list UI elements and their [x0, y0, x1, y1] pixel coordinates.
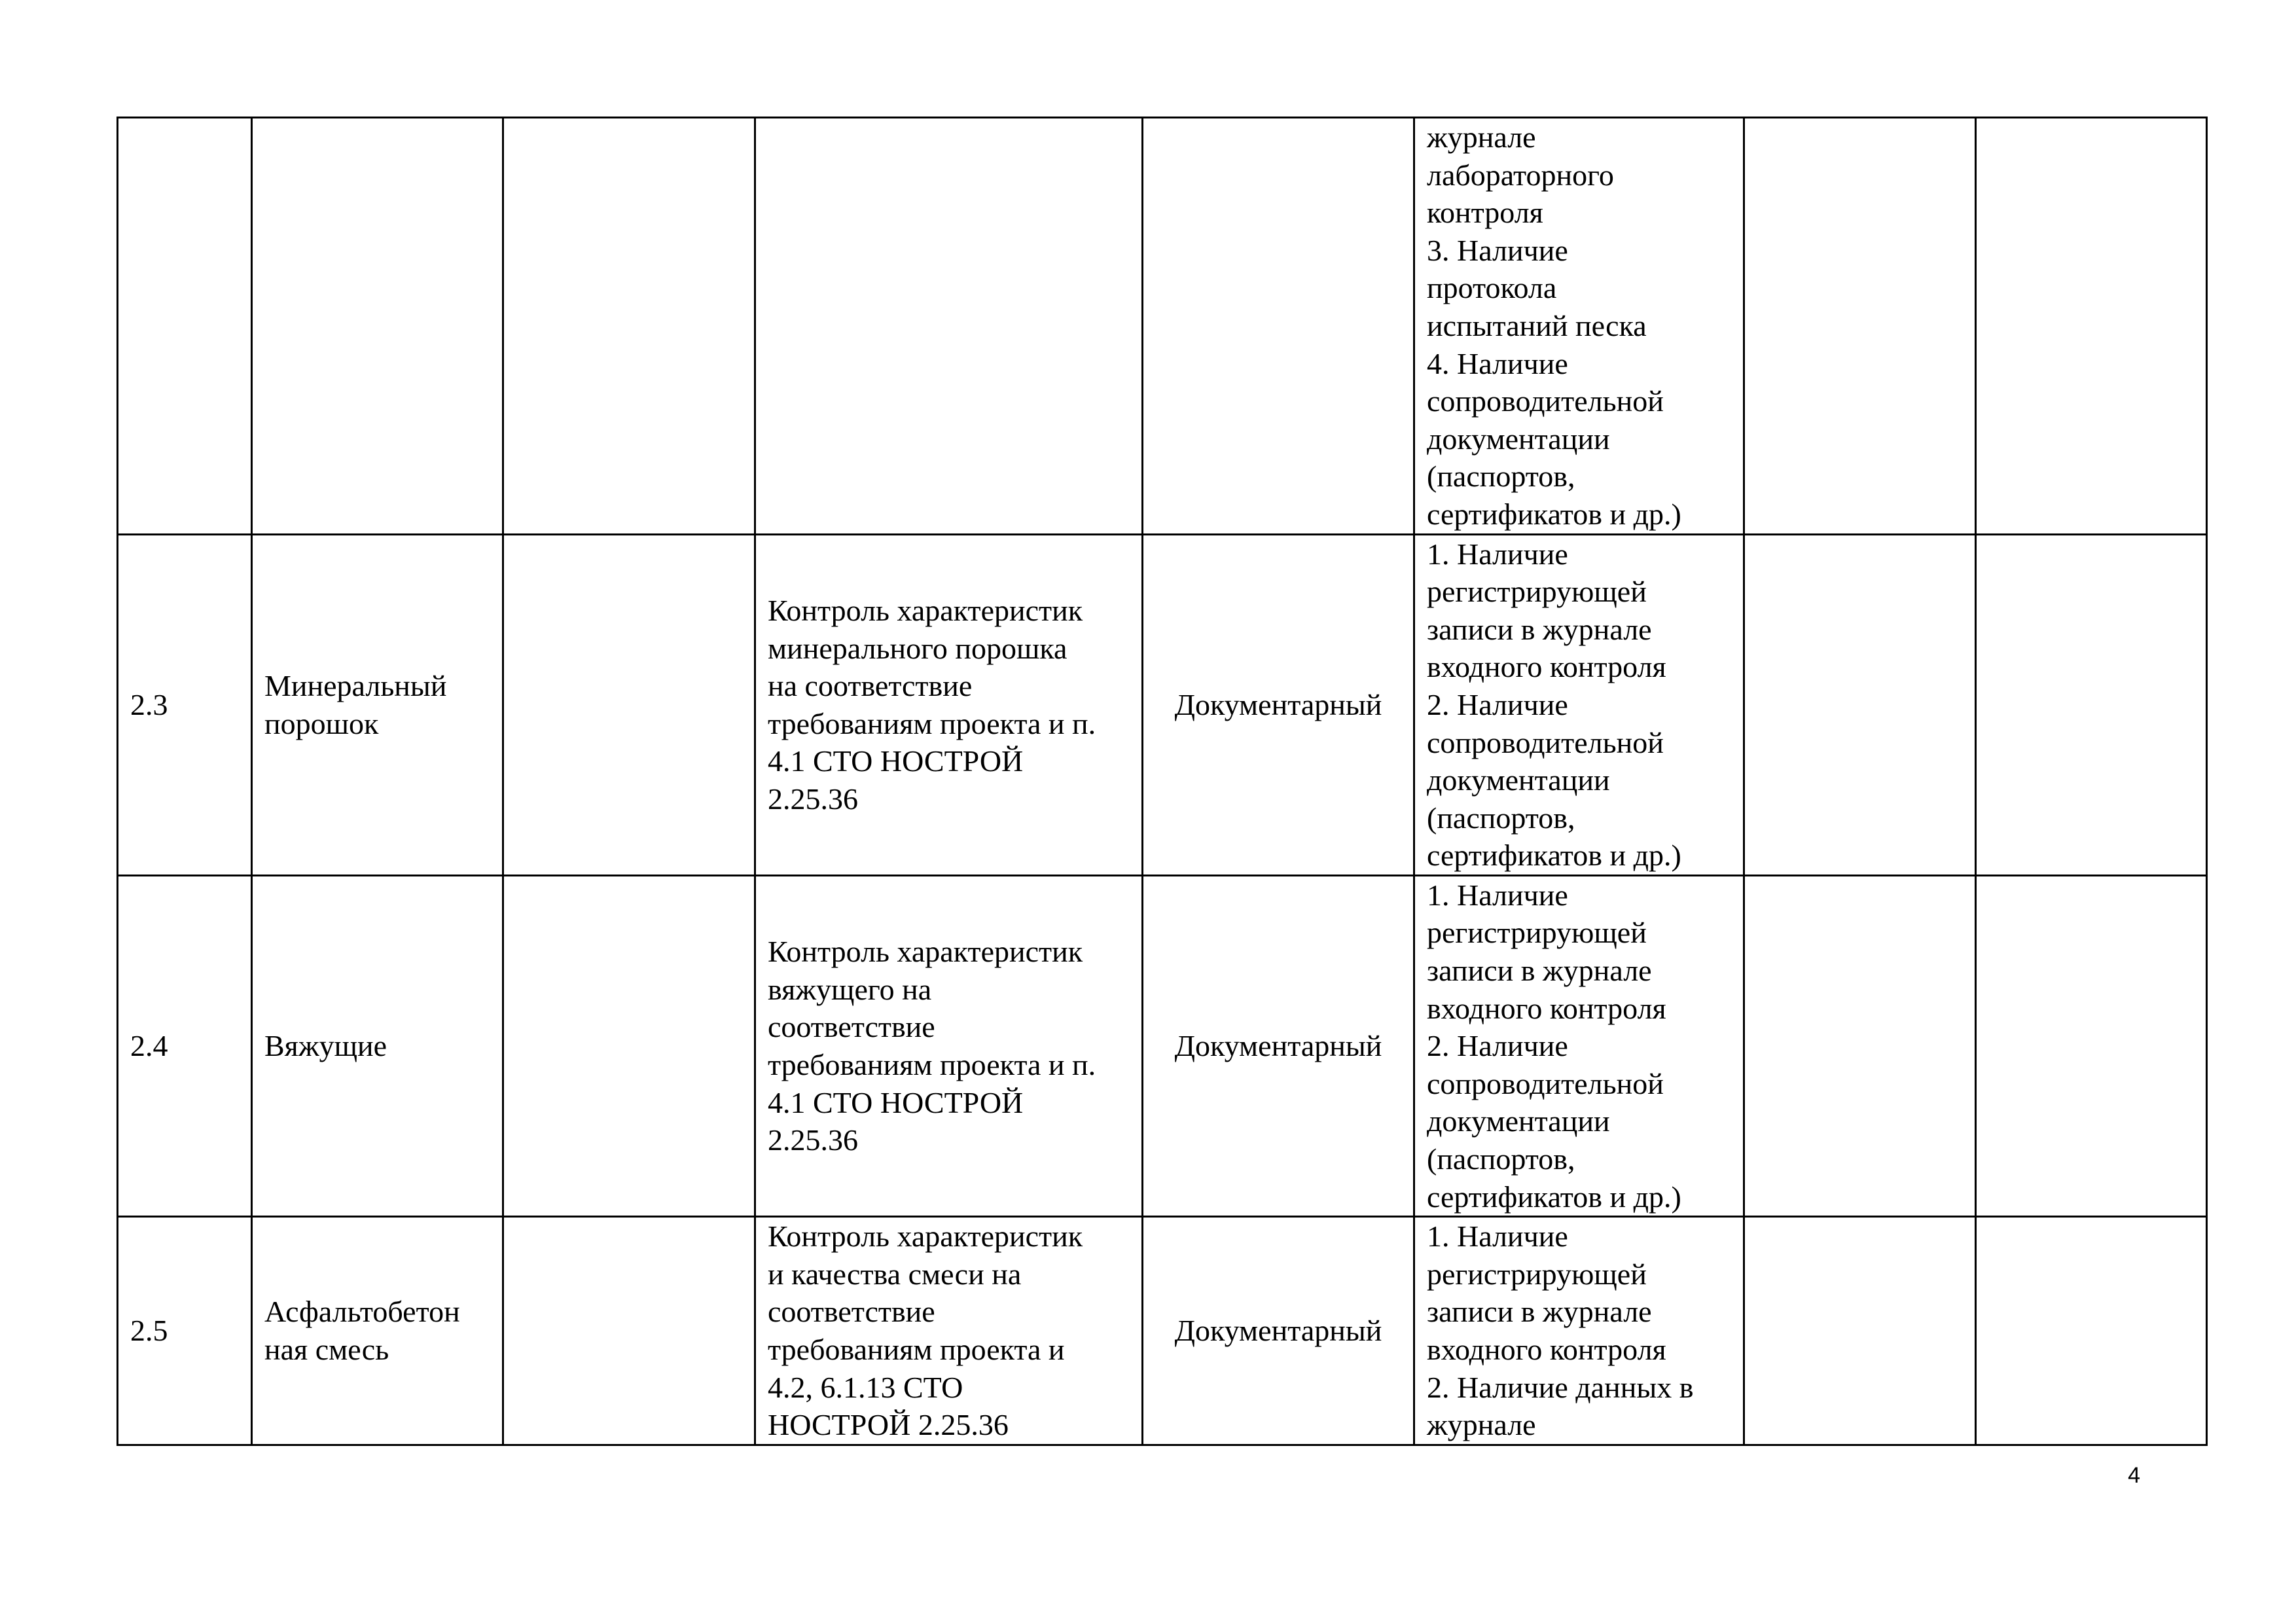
material-name-cell	[252, 1217, 503, 1445]
control-results-cell	[1414, 534, 1744, 875]
results-line: документации	[1427, 422, 1610, 456]
results-line: 2. Наличие	[1427, 1029, 1568, 1063]
table-row	[118, 118, 2207, 535]
description-line: НОСТРОЙ 2.25.36	[768, 1408, 1009, 1442]
control-results-cell	[1414, 875, 1744, 1216]
empty-cell	[503, 118, 755, 535]
results-line: сертификатов и др.)	[1427, 497, 1681, 531]
name-line: Вяжущие	[264, 1029, 387, 1063]
results-line: документации	[1427, 1104, 1610, 1138]
results-line: 1. Наличие	[1427, 878, 1568, 912]
results-line: (паспортов,	[1427, 460, 1575, 494]
description-line: минерального порошка	[768, 631, 1067, 665]
row-number-cell: 2.4	[118, 875, 252, 1216]
results-line: испытаний песка	[1427, 308, 1647, 342]
description-line: соответствие	[768, 1010, 935, 1044]
row-number-cell: 2.5	[118, 1217, 252, 1445]
description-line: 2.25.36	[768, 782, 858, 816]
results-line: записи в журнале	[1427, 954, 1652, 988]
material-name-cell	[252, 875, 503, 1216]
name-line: порошок	[264, 706, 379, 740]
description-line: соответствие	[768, 1295, 935, 1329]
empty-cell	[1744, 875, 1976, 1216]
results-line: сопроводительной	[1427, 384, 1664, 418]
results-line: регистрирующей	[1427, 1257, 1647, 1291]
results-line: входного контроля	[1427, 991, 1666, 1025]
description-line: вяжущего на	[768, 972, 932, 1006]
results-line: записи в журнале	[1427, 612, 1652, 646]
description-line: требованиям проекта и	[768, 1333, 1065, 1366]
table-row	[118, 534, 2207, 875]
empty-cell	[1976, 118, 2207, 535]
control-table	[117, 117, 2208, 1446]
description-line: Контроль характеристик	[768, 593, 1083, 627]
table-row	[118, 875, 2207, 1216]
results-line: 3. Наличие	[1427, 233, 1568, 267]
page-number: 4	[2128, 1463, 2140, 1488]
control-description-cell	[755, 1217, 1143, 1445]
control-results-cell	[1414, 118, 1744, 535]
results-line: контроля	[1427, 196, 1543, 230]
material-name-cell	[252, 118, 503, 535]
material-name-cell	[252, 534, 503, 875]
empty-cell	[1744, 534, 1976, 875]
empty-cell	[503, 875, 755, 1216]
results-line: записи в журнале	[1427, 1295, 1652, 1329]
results-line: входного контроля	[1427, 1333, 1666, 1366]
description-line: требованиям проекта и п.	[768, 1048, 1096, 1082]
control-results-cell	[1414, 1217, 1744, 1445]
results-line: журнале	[1427, 1408, 1536, 1442]
name-line: ная смесь	[264, 1333, 389, 1366]
results-line: 1. Наличие	[1427, 537, 1568, 571]
empty-cell	[1744, 118, 1976, 535]
description-line: 4.1 СТО НОСТРОЙ	[768, 744, 1024, 778]
results-line: входного контроля	[1427, 650, 1666, 684]
description-line: Контроль характеристик	[768, 935, 1083, 969]
empty-cell	[503, 1217, 755, 1445]
name-line: Асфальтобетон	[264, 1295, 460, 1329]
description-line: Контроль характеристик	[768, 1219, 1083, 1254]
results-line: сертификатов и др.)	[1427, 1180, 1681, 1214]
control-description-cell	[755, 875, 1143, 1216]
results-line: лабораторного	[1427, 158, 1614, 192]
results-line: 1. Наличие	[1427, 1219, 1568, 1254]
results-line: протокола	[1427, 271, 1557, 305]
description-line: на соответствие	[768, 669, 973, 703]
empty-cell	[1976, 534, 2207, 875]
results-line: сопроводительной	[1427, 1066, 1664, 1100]
results-line: 4. Наличие	[1427, 346, 1568, 380]
control-method-cell: Документарный	[1143, 534, 1414, 875]
control-method-cell: Документарный	[1143, 1217, 1414, 1445]
results-line: сертификатов и др.)	[1427, 839, 1681, 873]
results-line: 2. Наличие	[1427, 687, 1568, 721]
empty-cell	[1976, 1217, 2207, 1445]
empty-cell	[503, 534, 755, 875]
results-line: журнале	[1427, 120, 1536, 154]
results-line: (паспортов,	[1427, 1142, 1575, 1176]
control-method-cell	[1143, 118, 1414, 535]
results-line: регистрирующей	[1427, 575, 1647, 609]
empty-cell	[1976, 875, 2207, 1216]
description-line: 4.2, 6.1.13 СТО	[768, 1370, 963, 1404]
control-description-cell	[755, 118, 1143, 535]
results-line: сопроводительной	[1427, 725, 1664, 759]
row-number-cell	[118, 118, 252, 535]
description-line: и качества смеси на	[768, 1257, 1022, 1291]
results-line: 2. Наличие данных в	[1427, 1370, 1694, 1404]
description-line: 4.1 СТО НОСТРОЙ	[768, 1085, 1024, 1119]
control-description-cell	[755, 534, 1143, 875]
row-number-cell: 2.3	[118, 534, 252, 875]
name-line: Минеральный	[264, 669, 447, 703]
results-line: документации	[1427, 763, 1610, 797]
results-line: регистрирующей	[1427, 916, 1647, 950]
description-line: 2.25.36	[768, 1123, 858, 1157]
table-row	[118, 1217, 2207, 1445]
description-line: требованиям проекта и п.	[768, 706, 1096, 740]
results-line: (паспортов,	[1427, 801, 1575, 835]
empty-cell	[1744, 1217, 1976, 1445]
control-method-cell: Документарный	[1143, 875, 1414, 1216]
